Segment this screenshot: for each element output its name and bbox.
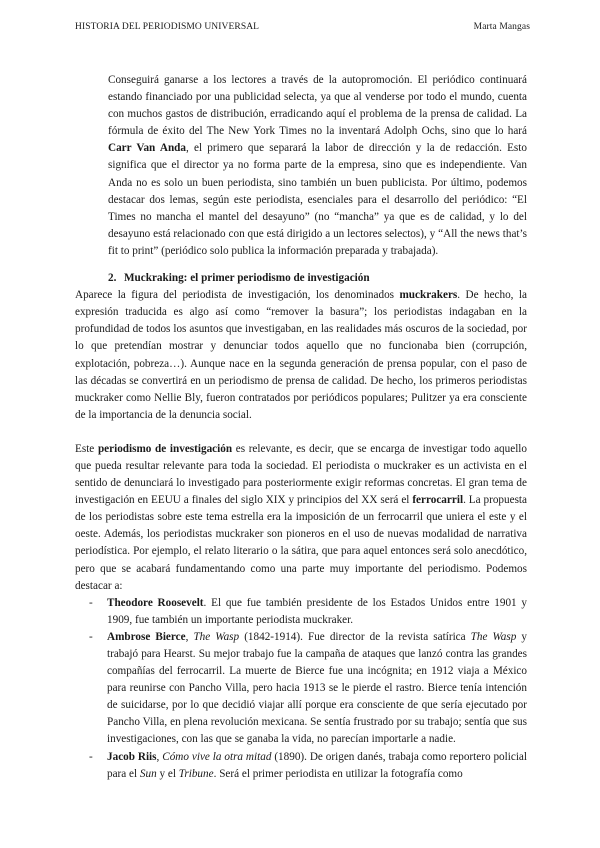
- text-run: , el primero que separará la labor de dirección y la de redacción. Esto significa que el director ya no forma parte de la empresa, sino que es independiente. Van Anda no es solo un buen periodista, sino también un buen publicista. Por último, podemos destacar dos lemas, según este periodista, esenciales para el desarrollo del periódico: “El Times no mancha el mantel del desayuno” (no “mancha” ya que es de calidad, y lo del desayuno está relacionado con que está dirigido a un lectores selectos), y “All the news that’s fit to print” (periódico solo publica la información preparada y trabajada).: [108, 142, 527, 257]
- paragraph-gap: [75, 424, 527, 441]
- text-run: . El que fue también presidente de los Estados Unidos entre 1901 y 1909, fue también un importante periodista muckraker.: [107, 596, 527, 626]
- bold-name: Theodore Roosevelt: [107, 596, 204, 609]
- italic-title: The Wasp: [470, 630, 517, 643]
- bold-name: Ambrose Bierce: [107, 630, 186, 643]
- italic-title: Sun: [139, 767, 157, 780]
- text-run: es relevante, es decir, que se encarga de investigar todo aquello que pueda resultar relevante para toda la sociedad. El periodista o muckraker es un activista en el sentido de denunciará lo investigado para posteriormente exigir reformas concretas. El gran tema de investigación en EEUU a finales del siglo XIX y principios del XX será el: [75, 442, 528, 507]
- dash-marker: -: [89, 596, 93, 609]
- text-run: (1842-1914). Fue director de la revista satírica: [239, 630, 471, 643]
- text-run: . La propuesta de los periodistas sobre este tema estrella era la imposición de un ferrocarril que uniera el este y el oeste. Además, los periodistas muckraker son pioneros en el uso de nuevas modalidad de narrativa periodística. Por ejemplo, el relato literario o la sátira, que para aquel entonces será solo anecdótico, pero que se acabará fundamentando como una parte muy importante del periodismo. Podemos destacar a:: [75, 494, 527, 592]
- list-item: [75, 749, 527, 783]
- text-run: y trabajó para Hearst. Su mejor trabajo fue la campaña de ataques que lanzó contra las grandes compañías del ferrocarril. La muerte de Bierce fue una incógnita; en 1912 viaja a México para reunirse con Pancho Villa, pero hacia 1913 se le pierde el rastro. Bierce tenía intención de suicidarse, por lo que decidió viajar allí porque era consciente de que sería ejecutado por Pancho Villa, en plena revolución mexicana. Se sentía frustrado por su trabajo; sentía que sus investigaciones, con las que se ganaba la vida, no parecían importarle a nadie.: [107, 630, 528, 746]
- bold-name: Carr Van Anda: [108, 142, 186, 155]
- text-run: . De hecho, la expresión traducida es algo así como “remover la basura”; los periodistas indagaban en la profundidad de todos los asuntos que investigaban, en las realidades más oscuros de la sociedad, por lo que pretendían mostrar y denunciar todos aquello que no funcionaba bien (corrupción, explotación, pobreza…). Aunque nace en la segunda generación de prensa popular, con el paso de las décadas se convertirá en un periodismo de prensa de calidad. De hecho, los primeros periodistas muckraker como Nellie Bly, fueron contratados por periódicos populares; Pulitzer ya era consciente de la importancia de la denuncia social.: [75, 289, 527, 421]
- dash-marker: -: [89, 750, 93, 763]
- text-run: Conseguirá ganarse a los lectores a través de la autopromoción. El periódico continuará estando financiado por una publicidad selecta, ya que al venderse por todo el mundo, cuenta con muchos gastos de distribución, erradicando aquí el problema de la prensa de calidad. La fórmula de éxito del The New York Times no la inventará Adolph Ochs, sino que lo hará: [108, 74, 527, 138]
- list-item: [75, 629, 527, 749]
- bold-term: periodismo de investigación: [97, 442, 233, 455]
- dash-marker: -: [89, 630, 93, 643]
- text-run: Este: [75, 442, 98, 455]
- paragraph-3: [75, 441, 527, 595]
- text-run: Aparece la figura del periodista de investigación, los denominados: [75, 289, 400, 302]
- text-run: . Será el primer periodista en utilizar la fotografía como: [213, 767, 463, 780]
- paragraph-2: [75, 287, 527, 424]
- text-run: ,: [185, 630, 194, 643]
- text-run: ,: [156, 750, 163, 763]
- paragraph-1: [75, 72, 527, 260]
- document-body: [75, 72, 527, 783]
- section-number: 2.: [108, 272, 117, 285]
- header-author: Marta Mangas: [473, 22, 530, 32]
- section-title: Muckraking: el primer periodismo de investigación: [124, 272, 370, 285]
- bold-term: muckrakers: [399, 289, 458, 302]
- page-header: [75, 22, 530, 36]
- bold-name: Jacob Riis: [107, 750, 157, 763]
- bold-term: ferrocarril: [412, 494, 464, 507]
- italic-title: Cómo vive la otra mitad: [162, 750, 272, 763]
- bullet-list: [75, 595, 527, 783]
- text-run: (1890). De origen danés, trabaja como reportero policial para el: [107, 750, 527, 780]
- italic-title: The Wasp: [193, 630, 240, 643]
- section-heading: [75, 270, 527, 287]
- italic-title: Tribune: [178, 767, 214, 780]
- text-run: y el: [156, 767, 179, 780]
- list-item: [75, 595, 527, 629]
- header-title: HISTORIA DEL PERIODISMO UNIVERSAL: [75, 22, 260, 32]
